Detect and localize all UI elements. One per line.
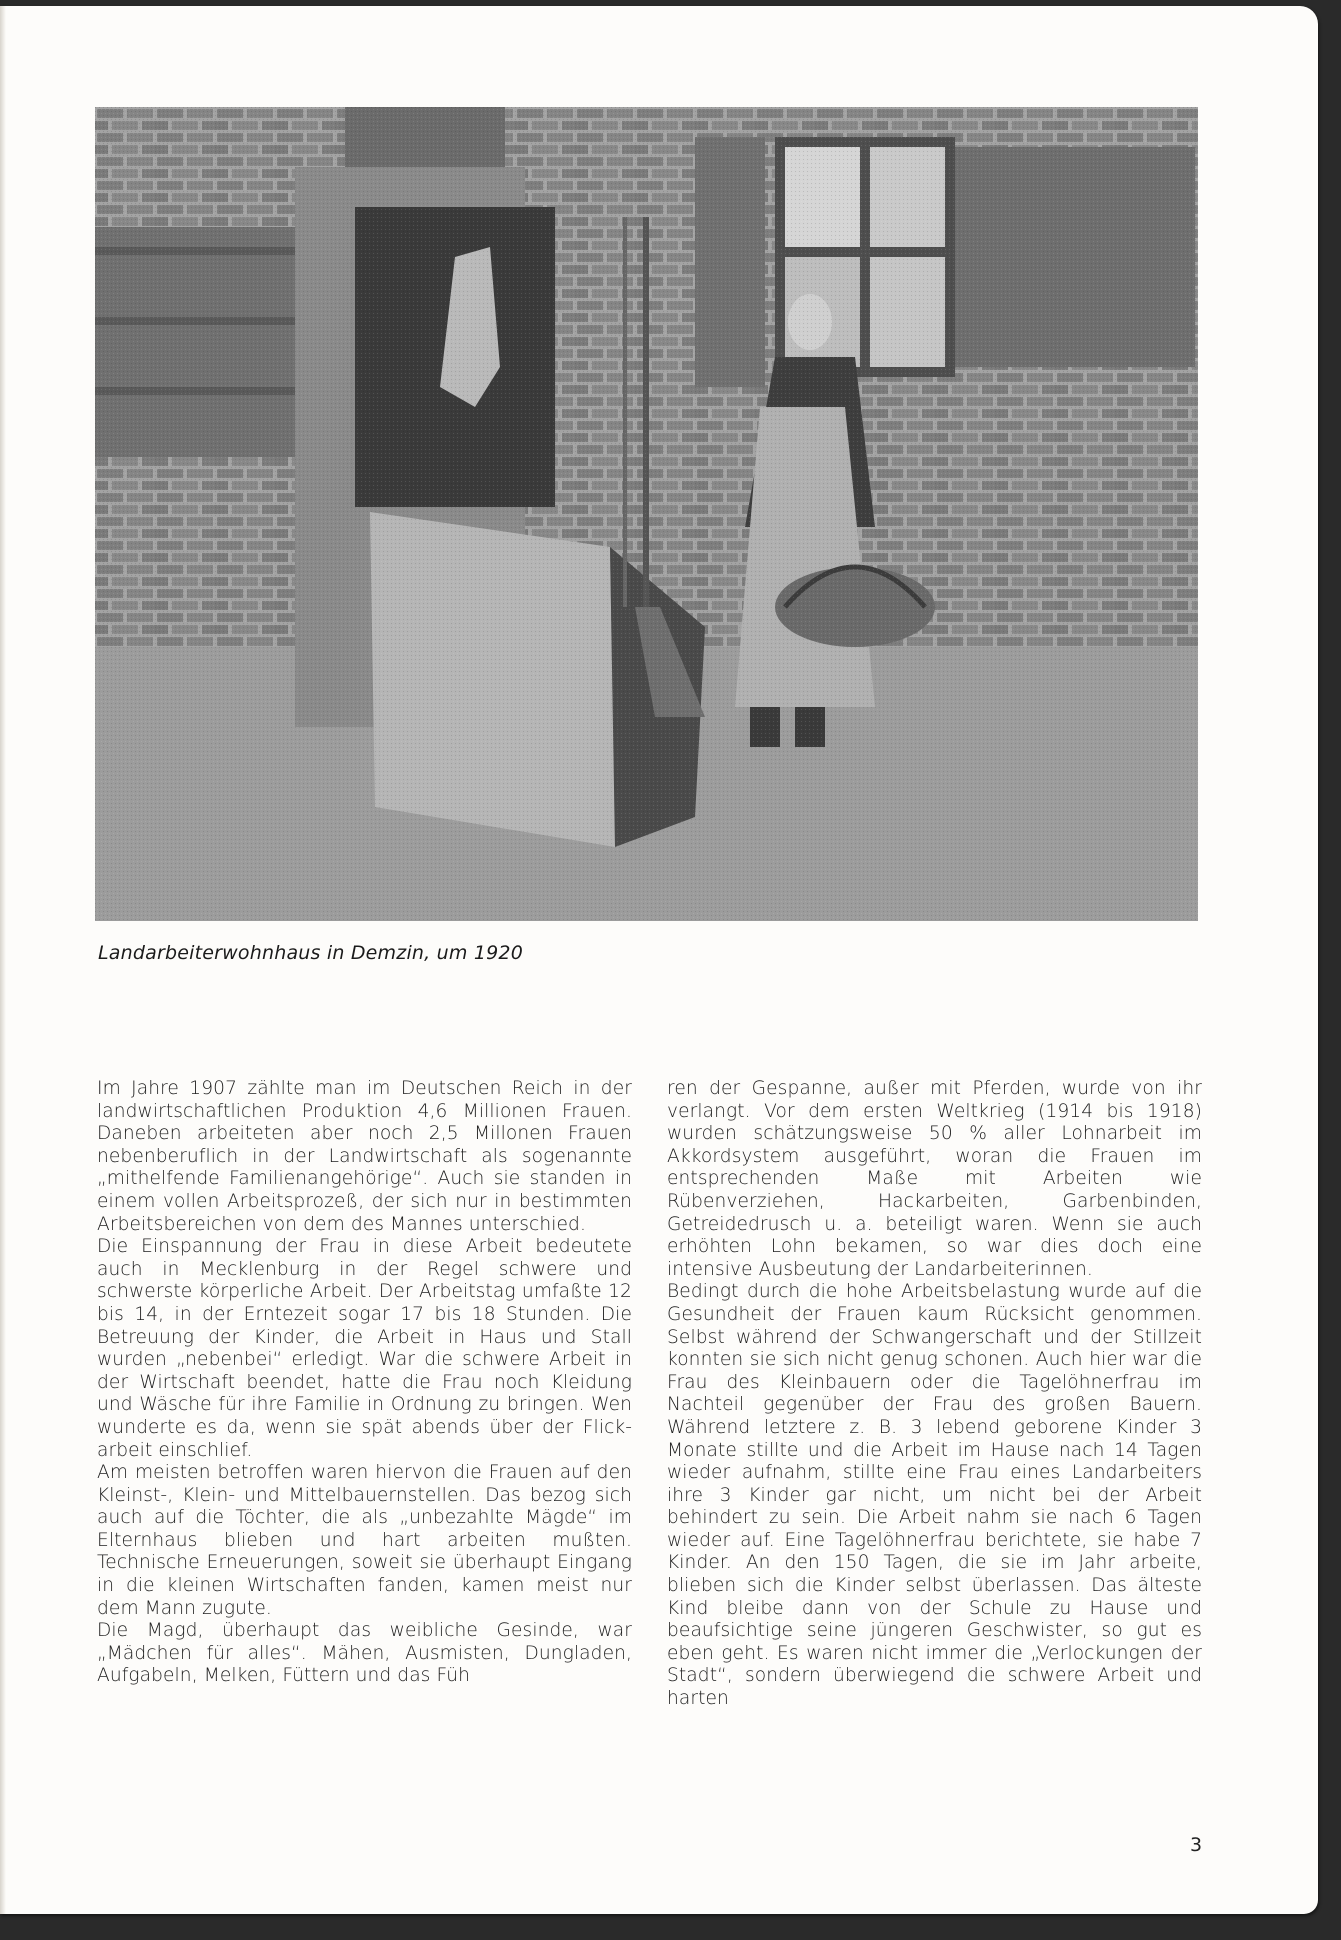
paragraph: Bedingt durch die hohe Arbeitsbelastung wurde auf die Gesundheit der Frauen kaum Rücksicht genommen. Selbst während der Schwangerschaft und der Stillzeit konnten sie sich nicht genug schonen. Auch hier war die Frau des Kleinbauern oder die Tagelöhnerfrau im Nachteil gegenüber der Frau des großen Bauern. Während letztere z. B. 3 lebend geborene Kinder 3 Monate stillte und die Arbeit im Hause nach 14 Tagen wieder aufnahm, stillte eine Frau eines Landarbeiters ihre 3 Kinder gar nicht, um nicht bei der Arbeit behindert zu sein. Die Arbeit nahm sie nach 6 Tagen wieder auf. Eine Tagelöhnerfrau berichtete, sie habe 7 Kinder. An den 150 Tagen, die sie im Jahr arbeite, blieben sich die Kinder selbst überlassen. Das älteste Kind bleibe dann von der Schule zu Hause und beaufsichtige seine jüngeren Geschwister, so gut es eben geht. Es waren nicht immer die „Verlockungen der Stadt“, sondern überwiegend die schwere Arbeit und harten <box>667 1281 1202 1710</box>
text-column-right <box>667 1078 1202 1711</box>
text-column-left <box>97 1078 632 1688</box>
paragraph: Die Einspannung der Frau in diese Arbeit bedeutete auch in Mecklenburg in der Regel schwere und schwerste körperliche Arbeit. Der Arbeitstag umfaßte 12 bis 14, in der Erntezeit sogar 17 bis 18 Stunden. Die Betreuung der Kinder, die Arbeit in Haus und Stall wurden „nebenbei“ erledigt. War die schwere Arbeit in der Wirtschaft beendet, hatte die Frau noch Kleidung und Wäsche für ihre Familie in Ordnung zu bringen. Wen wunderte es da, wenn sie spät abends über der Flickarbeit einschlief. <box>97 1236 632 1461</box>
document-page <box>0 6 1318 1914</box>
paragraph: Im Jahre 1907 zählte man im Deutschen Reich in der landwirtschaftlichen Produktion 4,6 Millionen Frauen. Daneben arbeiteten aber noch 2,5 Millonen Frauen nebenberuflich in der Landwirtschaft als sogenannte „mithelfende Familienangehörige“. Auch sie standen in einem vollen Arbeitsprozeß, der sich nur in bestimmten Arbeitsbereichen von dem des Mannes unterschied. <box>97 1078 632 1235</box>
paragraph: ren der Gespanne, außer mit Pferden, wurde von ihr verlangt. Vor dem ersten Weltkrieg (1914 bis 1918) wurden schätzungsweise 50 % aller Lohnarbeit im Akkordsystem ausgeführt, woran die Frauen im entsprechenden Maße mit Arbeiten wie Rübenverziehen, Hackarbeiten, Garbenbinden, Getreidedrusch u. a. beteiligt waren. Wenn sie auch erhöhten Lohn bekamen, so war dies doch eine intensive Ausbeutung der Landarbeiterinnen. <box>667 1078 1202 1280</box>
paragraph: Am meisten betroffen waren hiervon die Frauen auf den Kleinst-, Klein- und Mittelbauernstellen. Das bezog sich auch auf die Töchter, die als „unbezahlte Mägde“ im Elternhaus blieben und hart arbeiten mußten. Technische Erneuerungen, soweit sie überhaupt Eingang in die kleinen Wirtschaften fanden, kamen meist nur dem Mann zugute. <box>97 1462 632 1619</box>
paragraph: Die Magd, überhaupt das weibliche Gesinde, war „Mädchen für alles“. Mähen, Ausmisten, Dungladen, Aufgabeln, Melken, Füttern und das Füh <box>97 1620 632 1687</box>
photo-icon <box>95 107 1198 921</box>
page-binding-edge <box>0 6 6 1914</box>
photograph-landarbeiterwohnhaus <box>95 107 1198 921</box>
page-number: 3 <box>1190 1834 1203 1856</box>
photo-caption: Landarbeiterwohnhaus in Demzin, um 1920 <box>98 942 523 964</box>
